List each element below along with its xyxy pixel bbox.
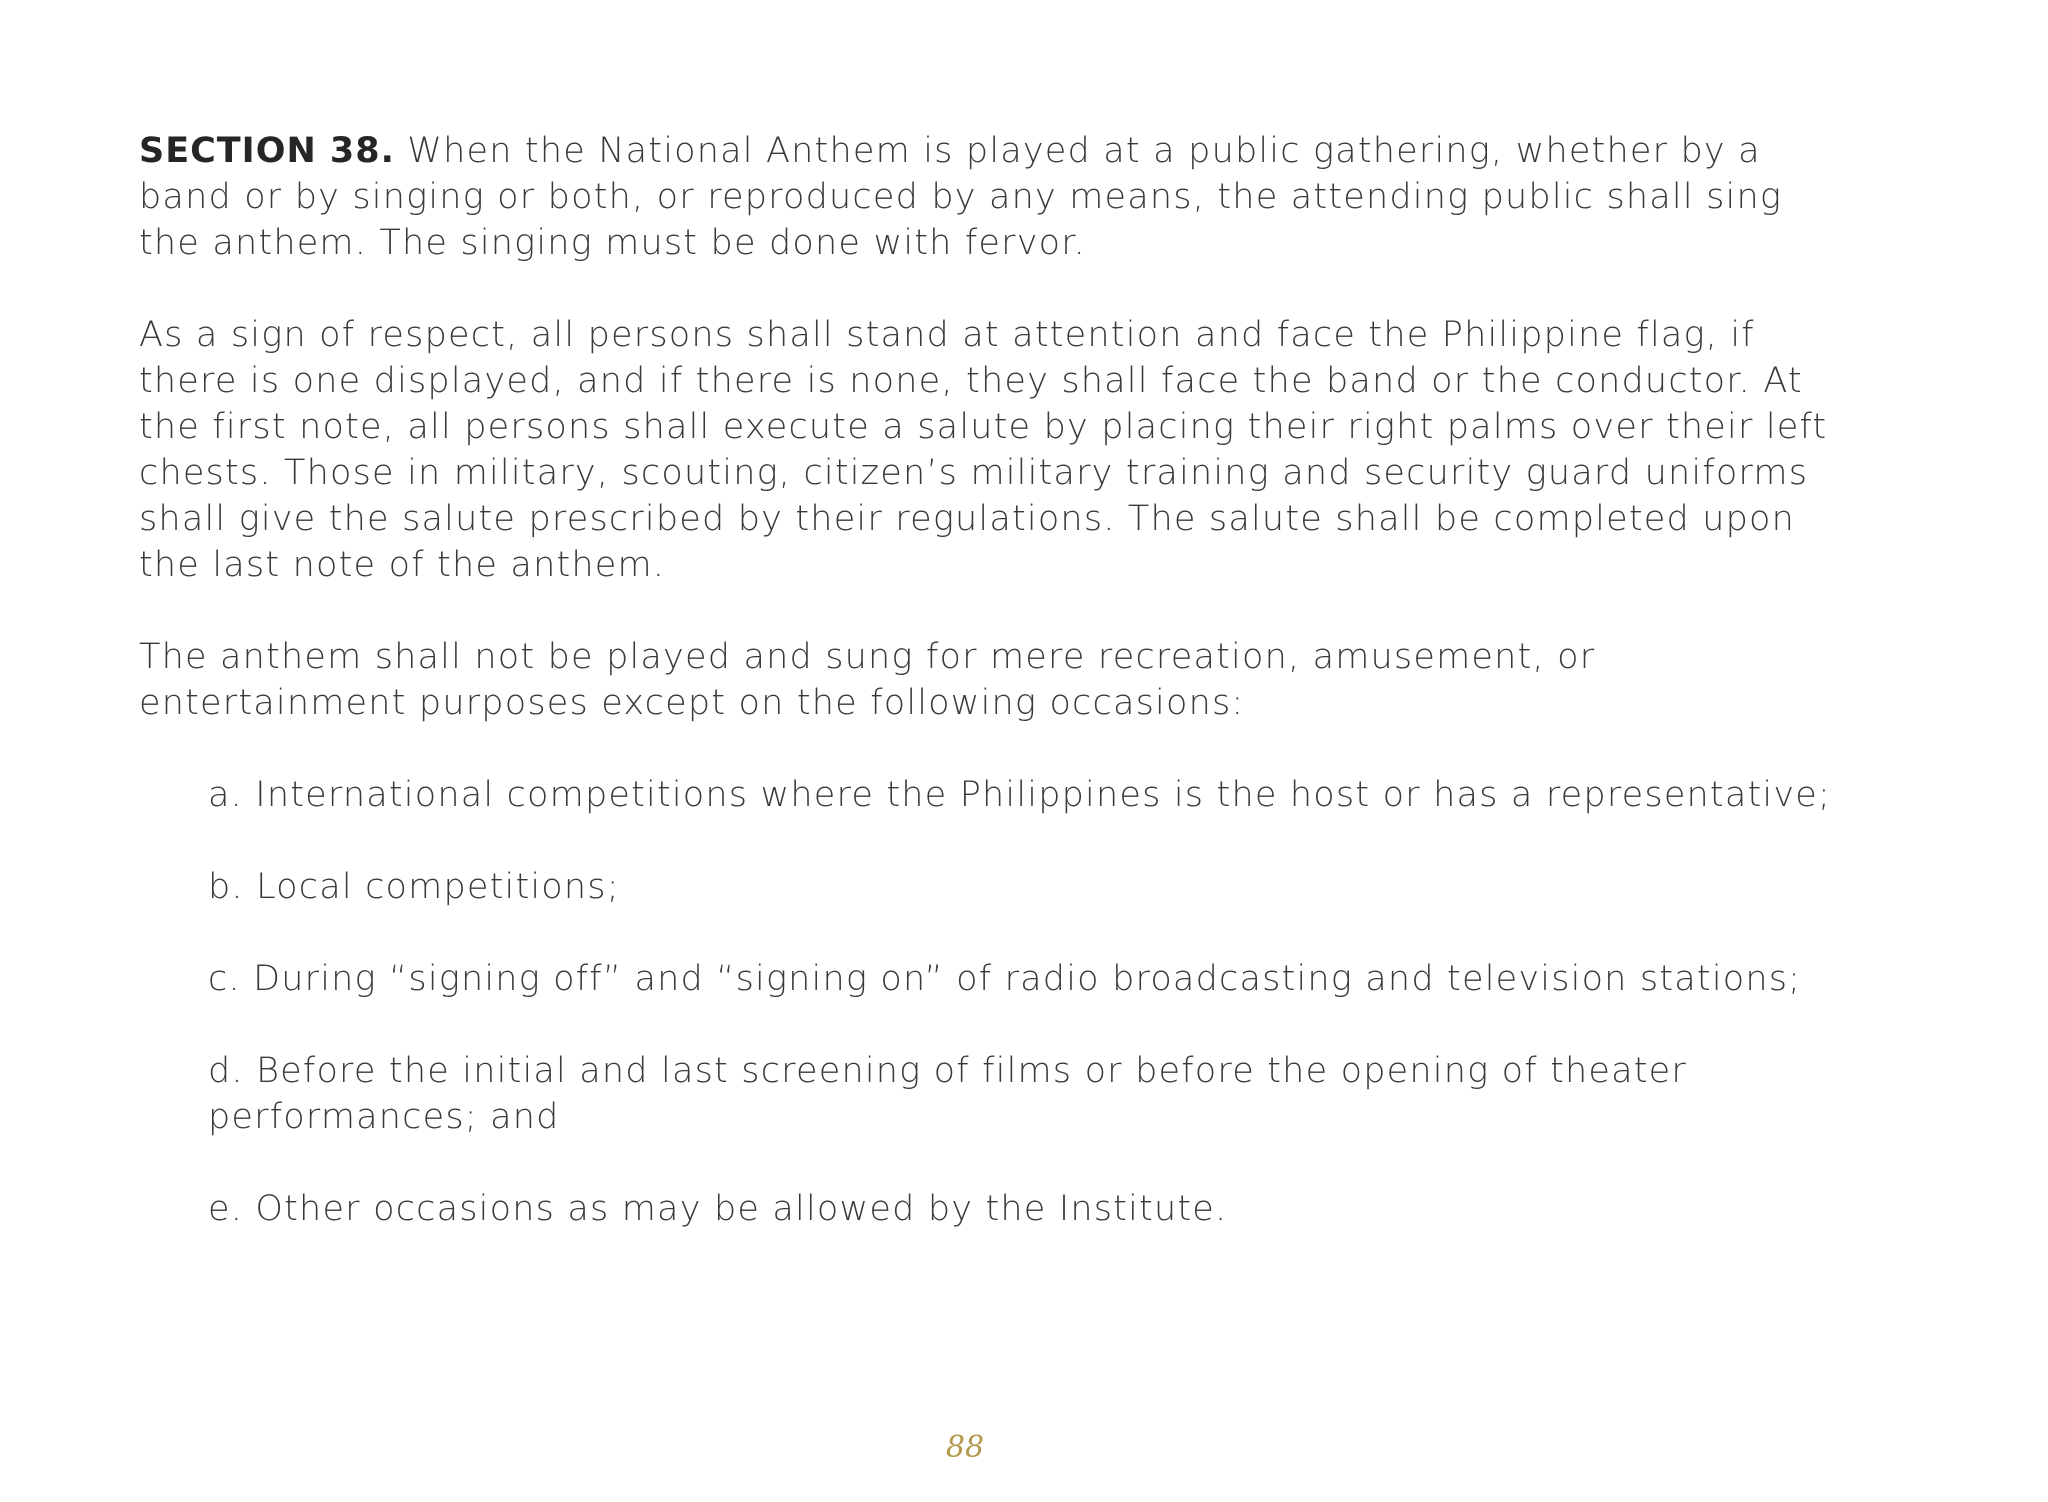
list-item: d. Before the initial and last screening of films or before the opening of theater performances; and [208, 1051, 1688, 1137]
list-item: b. Local competitions; [208, 867, 620, 907]
occasions-intro-paragraph: The anthem shall not be played and sung for mere recreation, amusement, or entertainment purposes except on the following occasions: [139, 637, 1596, 723]
section-intro-text: When the National Anthem is played at a public gathering, whether by a band or by singing or both, or reproduced by any means, the attending public shall sing the anthem. The singing must be done with fervor. [139, 131, 1783, 263]
list-item: e. Other occasions as may be allowed by the Institute. [208, 1189, 1228, 1229]
section-label: SECTION 38. [139, 131, 395, 171]
list-item: c. During “signing off” and “signing on” of radio broadcasting and television stations; [208, 959, 1802, 999]
page-content [139, 128, 1839, 1278]
list-item: a. International competitions where the Philippines is the host or has a representative; [208, 775, 1831, 815]
page-number: 88 [945, 1430, 985, 1465]
occasions-list [139, 772, 1839, 1232]
section-paragraph [139, 128, 1839, 266]
respect-paragraph: As a sign of respect, all persons shall stand at attention and face the Philippine flag, if there is one displayed, and if there is none, they shall face the band or the conductor. At the first note, all persons shall execute a salute by placing their right palms over their left chests. Those in military, scouting, citizen’s military training and security guard uniforms shall give the salute prescribed by their regulations. The salute shall be completed upon the last note of the anthem. [139, 315, 1828, 585]
